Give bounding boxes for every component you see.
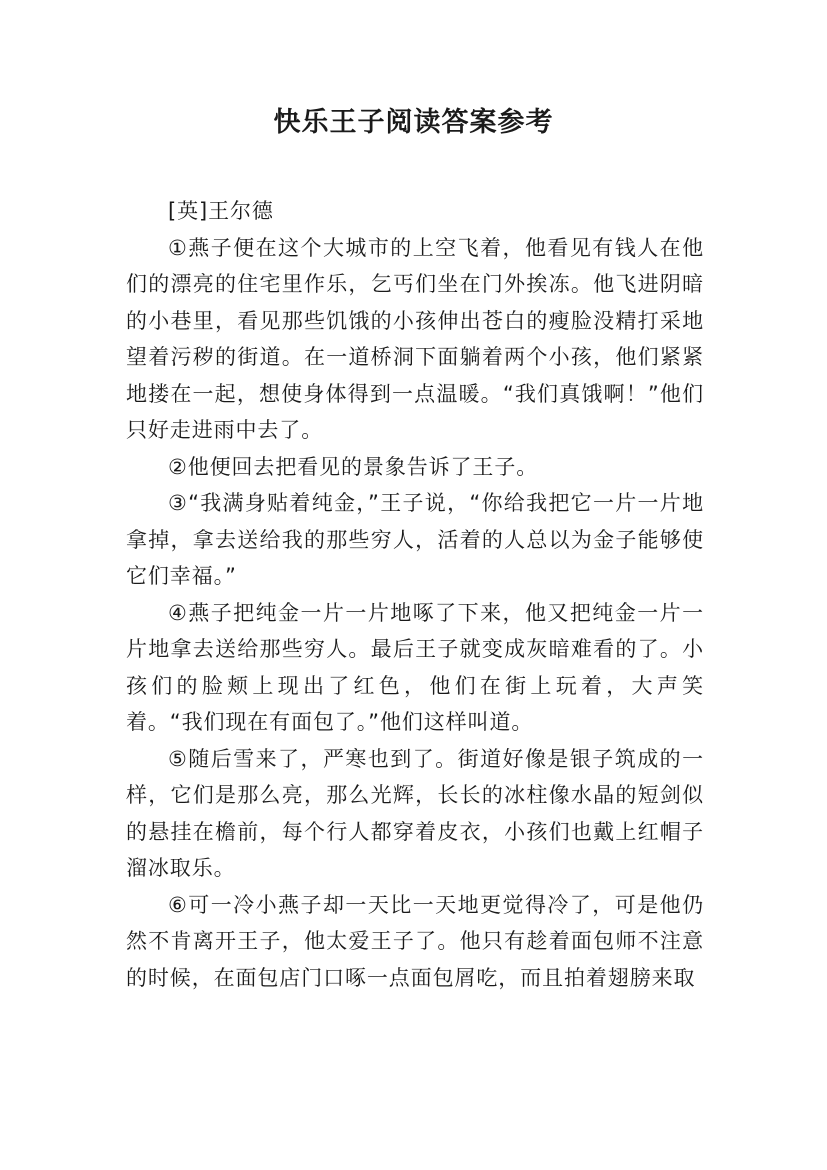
paragraph-1: ①燕子便在这个大城市的上空飞着，他看见有钱人在他们的漂亮的住宅里作乐，乞丐们坐在门外挨冻。他飞进阴暗的小巷里，看见那些饥饿的小孩伸出苍白的瘦脸没精打采地望着污秽的街道。在一道桥洞下面躺着两个小孩，他们紧紧地搂在一起，想使身体得到一点温暖。“我们真饿啊！”他们只好走进雨中去了。: [126, 235, 704, 442]
paragraph-6: ⑥可一冷小燕子却一天比一天地更觉得冷了，可是他仍然不肯离开王子，他太爱王子了。他只有趁着面包师不注意的时候，在面包店门口啄一点面包屑吃，而且拍着翅膀来取: [126, 892, 704, 990]
paragraph-2: ②他便回去把看见的景象告诉了王子。: [168, 454, 539, 479]
article-body: [126, 193, 704, 996]
paragraph-5: ⑤随后雪来了，严寒也到了。街道好像是银子筑成的一样，它们是那么亮，那么光辉，长长的冰柱像水晶的短剑似的悬挂在檐前，每个行人都穿着皮衣，小孩们也戴上红帽子溜冰取乐。: [126, 746, 704, 880]
paragraph-4: ④燕子把纯金一片一片地啄了下来，他又把纯金一片一片地拿去送给那些穷人。最后王子就变成灰暗难看的了。小孩们的脸颊上现出了红色，他们在街上玩着，大声笑着。“我们现在有面包了。”他们这样叫道。: [126, 600, 704, 734]
author-line: [英]王尔德: [168, 199, 274, 223]
page-title: 快乐王子阅读答案参考: [273, 107, 554, 138]
paragraph-3: ③“我满身贴着纯金，”王子说，“你给我把它一片一片地拿掉，拿去送给我的那些穷人，活着的人总以为金子能够使它们幸福。”: [126, 491, 704, 588]
